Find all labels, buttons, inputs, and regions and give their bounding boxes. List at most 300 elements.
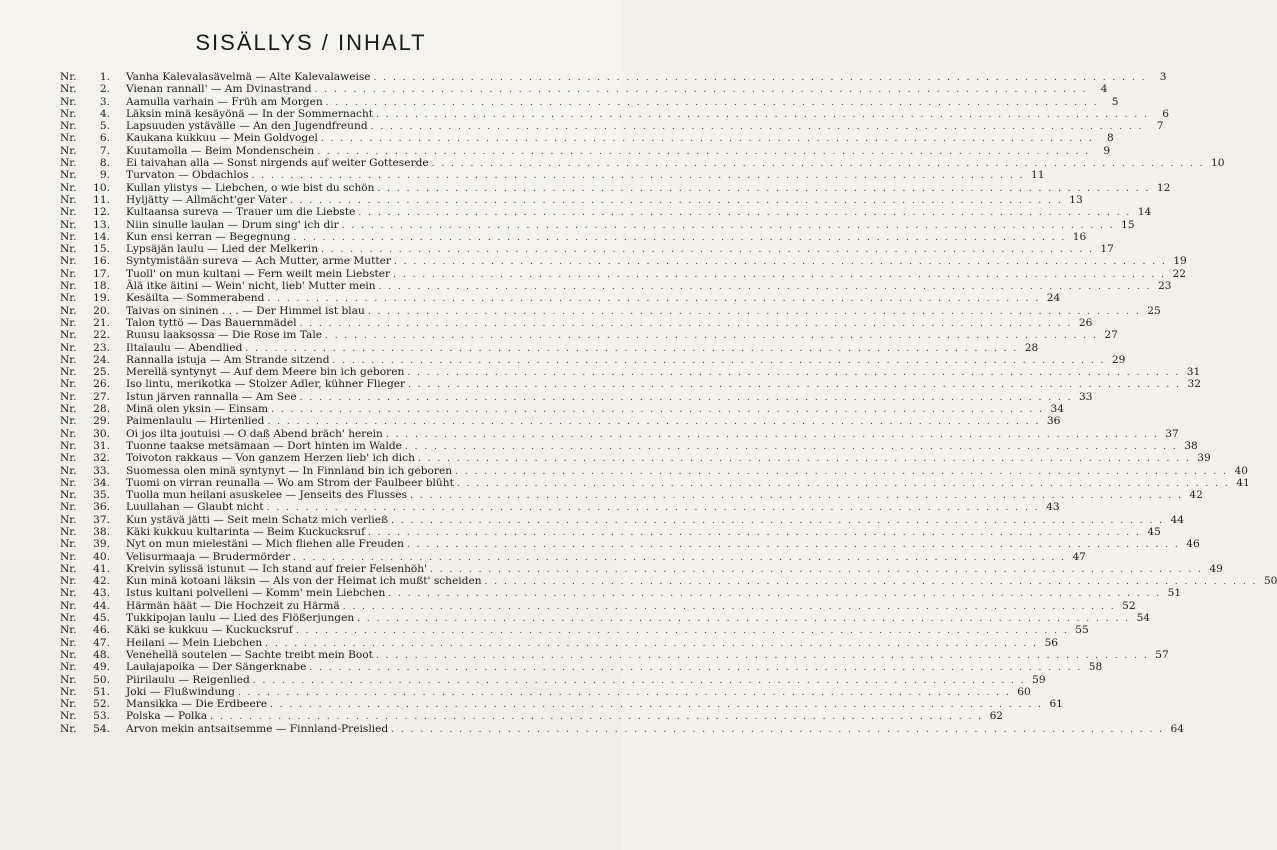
entry-page-number: 47 [1072, 550, 1086, 563]
entry-page-number: 33 [1079, 390, 1093, 403]
entry-page-number: 5 [1111, 95, 1119, 108]
dot-leader: . . . . . . . . . . . . . . . . . . . . . . . . . . . . . . . . . . . . . . . . . . . . . . . . . . . . . . . . . . . . . . . . . . . . . . . . . . . . . . . . [377, 183, 1151, 194]
entry-page-number: 22 [1172, 267, 1186, 280]
entry-number: 47. [93, 636, 110, 649]
entry-prefix: Nr. [60, 525, 77, 538]
toc-entry [60, 120, 1164, 133]
entry-page-number: 50 [1263, 575, 1277, 588]
entry-title: Tuolla mun heilani asuskelee — Jenseits des Flusses [126, 489, 407, 502]
dot-leader: . . . . . . . . . . . . . . . . . . . . . . . . . . . . . . . . . . . . . . . . . . . . . . . . . . . . . . . . . . . . . . . . . . . . . . . . . . . . . . . . [375, 650, 1149, 661]
entry-page-number: 15 [1121, 218, 1135, 231]
entry-page-number: 56 [1044, 636, 1059, 649]
toc-entry [60, 698, 1063, 711]
entry-number: 11. [93, 193, 110, 206]
entry-title: Piirilaulu — Reigenlied [126, 673, 250, 686]
entry-page-number: 8 [1106, 132, 1114, 145]
toc-entry [60, 206, 1152, 219]
toc-entry [60, 599, 1136, 612]
entry-title: Lapsuuden ystävälle — An den Jugendfreund [126, 120, 368, 133]
toc-entry [60, 464, 1248, 477]
entry-prefix: Nr. [60, 71, 77, 83]
dot-leader: . . . . . . . . . . . . . . . . . . . . . . . . . . . . . . . . . . . . . . . . . . . . . . . . . . . . . . . . . . . . . . . . . . . . . . . . . . . . . . . . [237, 687, 1011, 698]
entry-page-number: 64 [1170, 722, 1185, 735]
dot-leader: . . . . . . . . . . . . . . . . . . . . . . . . . . . . . . . . . . . . . . . . . . . . . . . . . . . . . . . . . . . . . . . . . . . . . . . . . . . . . . . . [342, 601, 1116, 612]
entry-page-number: 19 [1173, 255, 1187, 268]
entry-page-number: 34 [1050, 403, 1064, 416]
page-title: SISÄLLYS / INHALT [195, 30, 427, 55]
entry-number: 27. [93, 390, 110, 403]
entry-prefix: Nr. [60, 685, 77, 698]
dot-leader: . . . . . . . . . . . . . . . . . . . . . . . . . . . . . . . . . . . . . . . . . . . . . . . . . . . . . . . . . . . . . . . . . . . . . . . . . . . . . . . . [393, 257, 1167, 268]
entry-title: Syntymistään sureva — Ach Mutter, arme Mutter [126, 255, 391, 268]
entry-page-number: 54 [1136, 612, 1151, 625]
entry-title: Käki se kukkuu — Kuckucksruf [126, 624, 293, 637]
toc-entry [60, 575, 1277, 588]
toc-entry [60, 230, 1087, 243]
entry-number: 53. [93, 710, 110, 723]
entry-prefix: Nr. [60, 636, 77, 649]
entry-number: 29. [93, 415, 110, 428]
entry-number: 17. [93, 267, 110, 280]
toc-entry [60, 157, 1225, 170]
entry-number: 50. [93, 673, 110, 686]
entry-prefix: Nr. [60, 587, 77, 600]
dot-leader: . . . . . . . . . . . . . . . . . . . . . . . . . . . . . . . . . . . . . . . . . . . . . . . . . . . . . . . . . . . . . . . . . . . . . . . . . . . . . . . . [455, 466, 1228, 477]
entry-number: 22. [93, 329, 110, 342]
entry-prefix: Nr. [60, 612, 77, 625]
dot-leader: . . . . . . . . . . . . . . . . . . . . . . . . . . . . . . . . . . . . . . . . . . . . . . . . . . . . . . . . . . . . . . . . . . . . . . . . . . . . . . . . [358, 208, 1132, 219]
entry-page-number: 62 [989, 710, 1004, 723]
dot-leader: . . . . . . . . . . . . . . . . . . . . . . . . . . . . . . . . . . . . . . . . . . . . . . . . . . . . . . . . . . . . . . . . . . . . . . . . . . . . . . . . [406, 540, 1180, 551]
dot-leader: . . . . . . . . . . . . . . . . . . . . . . . . . . . . . . . . . . . . . . . . . . . . . . . . . . . . . . . . . . . . . . . . . . . . . . . . . . . . . . . . [391, 724, 1165, 735]
dot-leader: . . . . . . . . . . . . . . . . . . . . . . . . . . . . . . . . . . . . . . . . . . . . . . . . . . . . . . . . . . . . . . . . . . . . . . . . . . . . . . . . [378, 282, 1152, 293]
entry-prefix: Nr. [60, 181, 77, 194]
toc-entry [60, 439, 1198, 452]
toc-entry [60, 427, 1179, 440]
dot-leader: . . . . . . . . . . . . . . . . . . . . . . . . . . . . . . . . . . . . . . . . . . . . . . . . . . . . . . . . . . . . . . . . . . . . . . . . . . . . . . . . [299, 392, 1073, 403]
dot-leader: . . . . . . . . . . . . . . . . . . . . . . . . . . . . . . . . . . . . . . . . . . . . . . . . . . . . . . . . . . . . . . . . . . . . . . . . . . . . . . . . [252, 675, 1026, 686]
toc-entry [60, 648, 1169, 661]
entry-page-number: 27 [1104, 329, 1118, 342]
dot-leader: . . . . . . . . . . . . . . . . . . . . . . . . . . . . . . . . . . . . . . . . . . . . . . . . . . . . . . . . . . . . . . . . . . . . . . . . . . . . . . . . [410, 491, 1183, 502]
dot-leader: . . . . . . . . . . . . . . . . . . . . . . . . . . . . . . . . . . . . . . . . . . . . . . . . . . . . . . . . . . . . . . . . . . . . . . . . . . . . . . . . [368, 527, 1141, 538]
entry-prefix: Nr. [60, 698, 77, 711]
entry-prefix: Nr. [60, 648, 77, 661]
toc-entry [60, 661, 1103, 674]
entry-title: Nyt on mun mielestäni — Mich fliehen alle Freuden [126, 538, 404, 551]
entry-page-number: 16 [1072, 230, 1087, 243]
entry-page-number: 10 [1211, 157, 1225, 170]
entry-prefix: Nr. [60, 292, 77, 305]
entry-title: Venehellä soutelen — Sachte treibt mein Boot [126, 648, 373, 661]
dot-leader: . . . . . . . . . . . . . . . . . . . . . . . . . . . . . . . . . . . . . . . . . . . . . . . . . . . . . . . . . . . . . . . . . . . . . . . . . . . . . . . . [289, 195, 1063, 206]
entry-page-number: 40 [1234, 464, 1248, 477]
entry-number: 38. [93, 525, 110, 538]
entry-page-number: 58 [1088, 661, 1103, 674]
toc-entry [60, 489, 1203, 502]
entry-number: 8. [99, 157, 110, 170]
entry-prefix: Nr. [60, 624, 77, 637]
entry-page-number: 41 [1236, 476, 1250, 489]
dot-leader: . . . . . . . . . . . . . . . . . . . . . . . . . . . . . . . . . . . . . . . . . . . . . . . . . . . . . . . . . . . . . . . . . . . . . . . . . . . . . . . . [265, 638, 1039, 649]
entry-title: Heilani — Mein Liebchen [126, 636, 263, 649]
toc-entry [60, 292, 1061, 305]
entry-page-number: 51 [1167, 587, 1182, 600]
toc-entry [60, 267, 1186, 280]
entry-number: 7. [99, 144, 110, 157]
entry-number: 4. [99, 107, 110, 120]
entry-title: Kuutamolla — Beim Mondenschein [126, 144, 315, 157]
entry-prefix: Nr. [60, 132, 77, 145]
entry-page-number: 28 [1024, 341, 1039, 354]
entry-number: 44. [93, 599, 110, 612]
toc-entry [60, 562, 1223, 575]
entry-prefix: Nr. [60, 452, 77, 465]
entry-page-number: 3 [1159, 71, 1167, 83]
entry-number: 52. [93, 698, 110, 711]
entry-page-number: 37 [1165, 427, 1179, 440]
toc-entry [60, 513, 1185, 526]
entry-page-number: 26 [1078, 316, 1093, 329]
entry-title: Taivas on sininen . . . — Der Himmel ist blau [126, 304, 365, 317]
entry-number: 5. [99, 120, 110, 133]
entry-title: Turvaton — Obdachlos [126, 169, 249, 182]
entry-title: Hyljätty — Allmächt'ger Vater [126, 193, 287, 206]
dot-leader: . . . . . . . . . . . . . . . . . . . . . . . . . . . . . . . . . . . . . . . . . . . . . . . . . . . . . . . . . . . . . . . . . . . . . . . . . . . . . . . . [404, 441, 1178, 452]
dot-leader: . . . . . . . . . . . . . . . . . . . . . . . . . . . . . . . . . . . . . . . . . . . . . . . . . . . . . . . . . . . . . . . . . . . . . . . . . . . . . . . . [408, 380, 1181, 391]
entry-title: Vienan rannall' — Am Dvinastrand [126, 83, 312, 96]
toc-entry [60, 501, 1060, 514]
dot-leader: . . . . . . . . . . . . . . . . . . . . . . . . . . . . . . . . . . . . . . . . . . . . . . . . . . . . . . . . . . . . . . . . . . . . . . . . . . . . . . . . [251, 171, 1025, 182]
toc-entry [60, 329, 1118, 342]
entry-title: Kun ensi kerran — Begegnung [126, 230, 291, 243]
toc-entry [60, 181, 1171, 194]
entry-prefix: Nr. [60, 722, 77, 735]
toc-entry [60, 144, 1111, 157]
entry-page-number: 57 [1155, 648, 1169, 661]
entry-number: 10. [93, 181, 110, 194]
dot-leader: . . . . . . . . . . . . . . . . . . . . . . . . . . . . . . . . . . . . . . . . . . . . . . . . . . . . . . . . . . . . . . . . . . . . . . . . . . . . . . . . [370, 122, 1144, 133]
toc-entry [60, 169, 1045, 182]
entry-page-number: 60 [1017, 685, 1031, 698]
table-of-contents [60, 71, 1277, 735]
dot-leader: . . . . . . . . . . . . . . . . . . . . . . . . . . . . . . . . . . . . . . . . . . . . . . . . . . . . . . . . . . . . . . . . . . . . . . . . . . . . . . . . [210, 712, 984, 723]
entry-number: 15. [93, 243, 110, 256]
entry-prefix: Nr. [60, 329, 77, 342]
entry-prefix: Nr. [60, 427, 77, 440]
entry-page-number: 25 [1147, 304, 1161, 317]
dot-leader: . . . . . . . . . . . . . . . . . . . . . . . . . . . . . . . . . . . . . . . . . . . . . . . . . . . . . . . . . . . . . . . . . . . . . . . . . . . . . . . . [245, 343, 1019, 354]
toc-entry [60, 612, 1151, 625]
dot-leader: . . . . . . . . . . . . . . . . . . . . . . . . . . . . . . . . . . . . . . . . . . . . . . . . . . . . . . . . . . . . . . . . . . . . . . . . . . . . . . . . [270, 700, 1043, 711]
entry-page-number: 38 [1184, 439, 1198, 452]
dot-leader: . . . . . . . . . . . . . . . . . . . . . . . . . . . . . . . . . . . . . . . . . . . . . . . . . . . . . . . . . . . . . . . . . . . . . . . . . . . . . . . . [293, 232, 1067, 243]
dot-leader: . . . . . . . . . . . . . . . . . . . . . . . . . . . . . . . . . . . . . . . . . . . . . . . . . . . . . . . . . . . . . . . . . . . . . . . . . . . . . . . . [295, 626, 1069, 637]
dot-leader: . . . . . . . . . . . . . . . . . . . . . . . . . . . . . . . . . . . . . . . . . . . . . . . . . . . . . . . . . . . . . . . . . . . . . . . . . . . . . . . . [320, 134, 1094, 145]
toc-entry [60, 243, 1114, 256]
toc-entry [60, 390, 1093, 403]
entry-page-number: 23 [1157, 280, 1172, 293]
entry-number: 39. [93, 538, 110, 551]
dot-leader: . . . . . . . . . . . . . . . . . . . . . . . . . . . . . . . . . . . . . . . . . . . . . . . . . . . . . . . . . . . . . . . . . . . . . . . . . . . . . . . . [299, 318, 1073, 329]
entry-title: Kullan ylistys — Liebchen, o wie bist du schön [126, 181, 375, 194]
entry-page-number: 39 [1197, 452, 1211, 465]
entry-title: Talon tyttö — Das Bauernmädel [126, 316, 297, 329]
entry-page-number: 9 [1103, 144, 1111, 157]
entry-title: Mansikka — Die Erdbeere [126, 698, 268, 711]
toc-entry [60, 587, 1182, 600]
entry-prefix: Nr. [60, 144, 77, 157]
entry-title: Tuonne taakse metsämaan — Dort hinten im Walde [126, 439, 402, 452]
toc-entry [60, 107, 1169, 120]
entry-title: Kun ystävä jätti — Seit mein Schatz mich verließ [126, 513, 389, 526]
entry-prefix: Nr. [60, 218, 77, 231]
entry-page-number: 14 [1137, 206, 1152, 219]
dot-leader: . . . . . . . . . . . . . . . . . . . . . . . . . . . . . . . . . . . . . . . . . . . . . . . . . . . . . . . . . . . . . . . . . . . . . . . . . . . . . . . . [314, 85, 1088, 96]
entry-title: Ei taivahan alla — Sonst nirgends auf weiter Gotteserde [126, 157, 429, 170]
entry-number: 14. [93, 230, 110, 243]
entry-title: Ruusu laaksossa — Die Rose im Tale [126, 329, 322, 342]
entry-title: Kreivin sylissä istunut — Ich stand auf freier Felsenhöh' [126, 562, 428, 575]
entry-prefix: Nr. [60, 550, 77, 563]
entry-title: Lypsäjän laulu — Lied der Melkerin [126, 243, 319, 256]
toc-entry [60, 280, 1172, 293]
entry-number: 6. [99, 132, 110, 145]
entry-number: 28. [93, 403, 110, 416]
entry-prefix: Nr. [60, 501, 77, 514]
entry-title: Polska — Polka [126, 710, 208, 723]
dot-leader: . . . . . . . . . . . . . . . . . . . . . . . . . . . . . . . . . . . . . . . . . . . . . . . . . . . . . . . . . . . . . . . . . . . . . . . . . . . . . . . . [267, 417, 1041, 428]
entry-number: 3. [99, 95, 110, 108]
entry-title: Suomessa olen minä syntynyt — In Finnland bin ich geboren [126, 464, 453, 477]
toc-entry [60, 71, 1167, 83]
entry-prefix: Nr. [60, 403, 77, 416]
entry-prefix: Nr. [60, 366, 77, 379]
toc-entry [60, 476, 1250, 489]
entry-prefix: Nr. [60, 575, 77, 588]
dot-leader: . . . . . . . . . . . . . . . . . . . . . . . . . . . . . . . . . . . . . . . . . . . . . . . . . . . . . . . . . . . . . . . . . . . . . . . . . . . . . . . . [321, 245, 1094, 256]
entry-page-number: 7 [1156, 120, 1164, 133]
entry-title: Läksin minä kesäyönä — In der Sommernacht [126, 107, 374, 120]
entry-prefix: Nr. [60, 538, 77, 551]
entry-prefix: Nr. [60, 439, 77, 452]
entry-prefix: Nr. [60, 83, 77, 96]
entry-number: 19. [93, 292, 110, 305]
entry-title: Tukkipojan laulu — Lied des Flößerjungen [126, 612, 355, 625]
entry-prefix: Nr. [60, 599, 77, 612]
entry-number: 21. [93, 316, 110, 329]
entry-title: Tuomi on virran reunalla — Wo am Strom der Faulbeer blüht [126, 476, 454, 489]
entry-title: Oi jos ilta joutuisi — O daß Abend bräch' herein [126, 427, 383, 440]
entry-title: Kultaansa sureva — Trauer um die Liebste [126, 206, 356, 219]
entry-number: 45. [93, 612, 110, 625]
dot-leader: . . . . . . . . . . . . . . . . . . . . . . . . . . . . . . . . . . . . . . . . . . . . . . . . . . . . . . . . . . . . . . . . . . . . . . . . . . . . . . . . [367, 306, 1141, 317]
entry-number: 34. [93, 476, 110, 489]
entry-prefix: Nr. [60, 513, 77, 526]
entry-number: 18. [93, 280, 110, 293]
entry-title: Iso lintu, merikotka — Stolzer Adler, kühner Flieger [126, 378, 406, 391]
entry-number: 13. [93, 218, 110, 231]
toc-entry [60, 624, 1089, 637]
toc-entry [60, 525, 1161, 538]
entry-page-number: 6 [1162, 107, 1169, 120]
entry-prefix: Nr. [60, 390, 77, 403]
entry-number: 41. [93, 562, 110, 575]
entry-title: Niin sinulle laulan — Drum sing' ich dir [126, 218, 339, 231]
entry-title: Käki kukkuu kultarinta — Beim Kuckucksruf [126, 525, 366, 538]
dot-leader: . . . . . . . . . . . . . . . . . . . . . . . . . . . . . . . . . . . . . . . . . . . . . . . . . . . . . . . . . . . . . . . . . . . . . . . . . . . . . . . . [391, 515, 1165, 526]
entry-page-number: 32 [1187, 378, 1201, 391]
entry-title: Toivoton rakkaus — Von ganzem Herzen lieb' ich dich [126, 452, 415, 465]
entry-prefix: Nr. [60, 193, 77, 206]
toc-entry [60, 132, 1114, 145]
entry-prefix: Nr. [60, 562, 77, 575]
entry-number: 24. [93, 353, 110, 366]
dot-leader: . . . . . . . . . . . . . . . . . . . . . . . . . . . . . . . . . . . . . . . . . . . . . . . . . . . . . . . . . . . . . . . . . . . . . . . . . . . . . . . . [309, 663, 1083, 674]
toc-entry [60, 193, 1083, 206]
toc-entry [60, 366, 1201, 379]
entry-page-number: 44 [1170, 513, 1185, 526]
toc-entry [60, 550, 1086, 563]
entry-title: Laulajapoika — Der Sängerknabe [126, 661, 307, 674]
entry-prefix: Nr. [60, 267, 77, 280]
dot-leader: . . . . . . . . . . . . . . . . . . . . . . . . . . . . . . . . . . . . . . . . . . . . . . . . . . . . . . . . . . . . . . . . . . . . . . . . . . . . . . . . [325, 97, 1099, 108]
toc-entry [60, 353, 1126, 366]
entry-number: 1. [99, 71, 110, 83]
entry-number: 43. [93, 587, 110, 600]
entry-number: 54. [93, 722, 110, 735]
entry-title: Arvon mekin antsaitsemme — Finnland-Preislied [126, 722, 389, 735]
entry-number: 32. [93, 452, 110, 465]
dot-leader: . . . . . . . . . . . . . . . . . . . . . . . . . . . . . . . . . . . . . . . . . . . . . . . . . . . . . . . . . . . . . . . . . . . . . . . . . . . . . . . . [266, 503, 1040, 514]
entry-title: Tuoll' on mun kultani — Fern weilt mein Liebster [126, 267, 391, 280]
entry-prefix: Nr. [60, 415, 77, 428]
entry-number: 46. [93, 624, 110, 637]
dot-leader: . . . . . . . . . . . . . . . . . . . . . . . . . . . . . . . . . . . . . . . . . . . . . . . . . . . . . . . . . . . . . . . . . . . . . . . . . . . . . . . . [332, 355, 1106, 366]
toc-entry [60, 255, 1187, 268]
entry-title: Minä olen yksin — Einsam [126, 403, 269, 416]
entry-number: 2. [99, 83, 110, 96]
entry-number: 35. [93, 489, 110, 502]
toc-entry [60, 316, 1093, 329]
entry-page-number: 59 [1032, 673, 1046, 686]
entry-page-number: 46 [1186, 538, 1200, 551]
entry-prefix: Nr. [60, 476, 77, 489]
entry-title: Kun minä kotoani läksin — Als von der Heimat ich mußt' scheiden [126, 575, 482, 588]
dot-leader: . . . . . . . . . . . . . . . . . . . . . . . . . . . . . . . . . . . . . . . . . . . . . . . . . . . . . . . . . . . . . . . . . . . . . . . . . . . . . . . . [317, 146, 1091, 157]
dot-leader: . . . . . . . . . . . . . . . . . . . . . . . . . . . . . . . . . . . . . . . . . . . . . . . . . . . . . . . . . . . . . . . . . . . . . . . . . . . . . . . . [373, 73, 1147, 83]
toc-entry [60, 722, 1185, 735]
dot-leader: . . . . . . . . . . . . . . . . . . . . . . . . . . . . . . . . . . . . . . . . . . . . . . . . . . . . . . . . . . . . . . . . . . . . . . . . . . . . . . . . [271, 405, 1044, 416]
entry-prefix: Nr. [60, 230, 77, 243]
dot-leader: . . . . . . . . . . . . . . . . . . . . . . . . . . . . . . . . . . . . . . . . . . . . . . . . . . . . . . . . . . . . . . . . . . . . . . . . . . . . . . . . [324, 331, 1098, 342]
entry-prefix: Nr. [60, 280, 77, 293]
entry-page-number: 31 [1186, 366, 1201, 379]
entry-title: Istun järven rannalla — Am See [126, 390, 297, 403]
toc-entry [60, 452, 1211, 465]
entry-prefix: Nr. [60, 341, 77, 354]
entry-number: 40. [93, 550, 110, 563]
toc-entry [60, 95, 1119, 108]
dot-leader: . . . . . . . . . . . . . . . . . . . . . . . . . . . . . . . . . . . . . . . . . . . . . . . . . . . . . . . . . . . . . . . . . . . . . . . . . . . . . . . . [385, 429, 1159, 440]
entry-page-number: 55 [1075, 624, 1089, 637]
dot-leader: . . . . . . . . . . . . . . . . . . . . . . . . . . . . . . . . . . . . . . . . . . . . . . . . . . . . . . . . . . . . . . . . . . . . . . . . . . . . . . . . [293, 552, 1066, 563]
entry-page-number: 49 [1209, 562, 1223, 575]
entry-prefix: Nr. [60, 710, 77, 723]
dot-leader: . . . . . . . . . . . . . . . . . . . . . . . . . . . . . . . . . . . . . . . . . . . . . . . . . . . . . . . . . . . . . . . . . . . . . . . . . . . . . . . . [388, 589, 1162, 600]
toc-entry [60, 218, 1135, 231]
entry-number: 51. [93, 685, 110, 698]
entry-page-number: 13 [1069, 193, 1083, 206]
entry-title: Aamulla varhain — Früh am Morgen [126, 95, 323, 108]
entry-page-number: 17 [1100, 243, 1114, 256]
entry-title: Härmän häät — Die Hochzeit zu Härmä [126, 599, 340, 612]
entry-prefix: Nr. [60, 120, 77, 133]
entry-number: 31. [93, 439, 110, 452]
toc-entry [60, 538, 1200, 551]
entry-number: 20. [93, 304, 110, 317]
entry-number: 12. [93, 206, 110, 219]
entry-page-number: 29 [1111, 353, 1126, 366]
entry-number: 30. [93, 427, 110, 440]
dot-leader: . . . . . . . . . . . . . . . . . . . . . . . . . . . . . . . . . . . . . . . . . . . . . . . . . . . . . . . . . . . . . . . . . . . . . . . . . . . . . . . . [393, 269, 1166, 280]
toc-entry [60, 710, 1004, 723]
entry-page-number: 24 [1046, 292, 1061, 305]
toc-entry [60, 341, 1039, 354]
entry-title: Luullahan — Glaubt nicht [126, 501, 264, 514]
entry-page-number: 43 [1046, 501, 1060, 514]
toc-entry [60, 636, 1059, 649]
entry-prefix: Nr. [60, 107, 77, 120]
entry-title: Kesäilta — Sommerabend [126, 292, 265, 305]
dot-leader: . . . . . . . . . . . . . . . . . . . . . . . . . . . . . . . . . . . . . . . . . . . . . . . . . . . . . . . . . . . . . . . . . . . . . . . . . . . . . . . . [407, 368, 1181, 379]
entry-page-number: 36 [1046, 415, 1061, 428]
dot-leader: . . . . . . . . . . . . . . . . . . . . . . . . . . . . . . . . . . . . . . . . . . . . . . . . . . . . . . . . . . . . . . . . . . . . . . . . . . . . . . . . [357, 614, 1131, 625]
entry-title: Joki — Flußwindung [126, 685, 235, 698]
entry-number: 23. [93, 341, 110, 354]
toc-entry [60, 378, 1201, 391]
dot-leader: . . . . . . . . . . . . . . . . . . . . . . . . . . . . . . . . . . . . . . . . . . . . . . . . . . . . . . . . . . . . . . . . . . . . . . . . . . . . . . . . [417, 454, 1191, 465]
entry-prefix: Nr. [60, 489, 77, 502]
entry-prefix: Nr. [60, 157, 77, 170]
toc-entry [60, 685, 1031, 698]
entry-number: 42. [93, 575, 110, 588]
dot-leader: . . . . . . . . . . . . . . . . . . . . . . . . . . . . . . . . . . . . . . . . . . . . . . . . . . . . . . . . . . . . . . . . . . . . . . . . . . . . . . . . [430, 564, 1203, 575]
entry-page-number: 61 [1049, 698, 1063, 711]
entry-title: Merellä syntynyt — Auf dem Meere bin ich geboren [126, 366, 405, 379]
toc-entry [60, 403, 1064, 416]
entry-prefix: Nr. [60, 378, 77, 391]
entry-number: 49. [93, 661, 110, 674]
entry-title: Älä itke äitini — Wein' nicht, lieb' Mutter mein [126, 280, 376, 293]
toc-entry [60, 304, 1161, 317]
toc-entry [60, 83, 1108, 96]
entry-page-number: 11 [1030, 169, 1045, 182]
dot-leader: . . . . . . . . . . . . . . . . . . . . . . . . . . . . . . . . . . . . . . . . . . . . . . . . . . . . . . . . . . . . . . . . . . . . . . . . . . . . . . . . [267, 294, 1041, 305]
entry-title: Istus kultani polvelleni — Komm' mein Liebchen [126, 587, 386, 600]
entry-page-number: 45 [1147, 525, 1161, 538]
entry-title: Iltalaulu — Abendlied [126, 341, 243, 354]
dot-leader: . . . . . . . . . . . . . . . . . . . . . . . . . . . . . . . . . . . . . . . . . . . . . . . . . . . . . . . . . . . . . . . . . . . . . . . . . . . . . . . . [341, 220, 1115, 231]
toc-entry [60, 415, 1061, 428]
entry-number: 16. [93, 255, 110, 268]
entry-page-number: 52 [1122, 599, 1136, 612]
entry-number: 36. [93, 501, 110, 514]
entry-prefix: Nr. [60, 169, 77, 182]
entry-number: 33. [93, 464, 110, 477]
entry-number: 26. [93, 378, 110, 391]
entry-prefix: Nr. [60, 206, 77, 219]
